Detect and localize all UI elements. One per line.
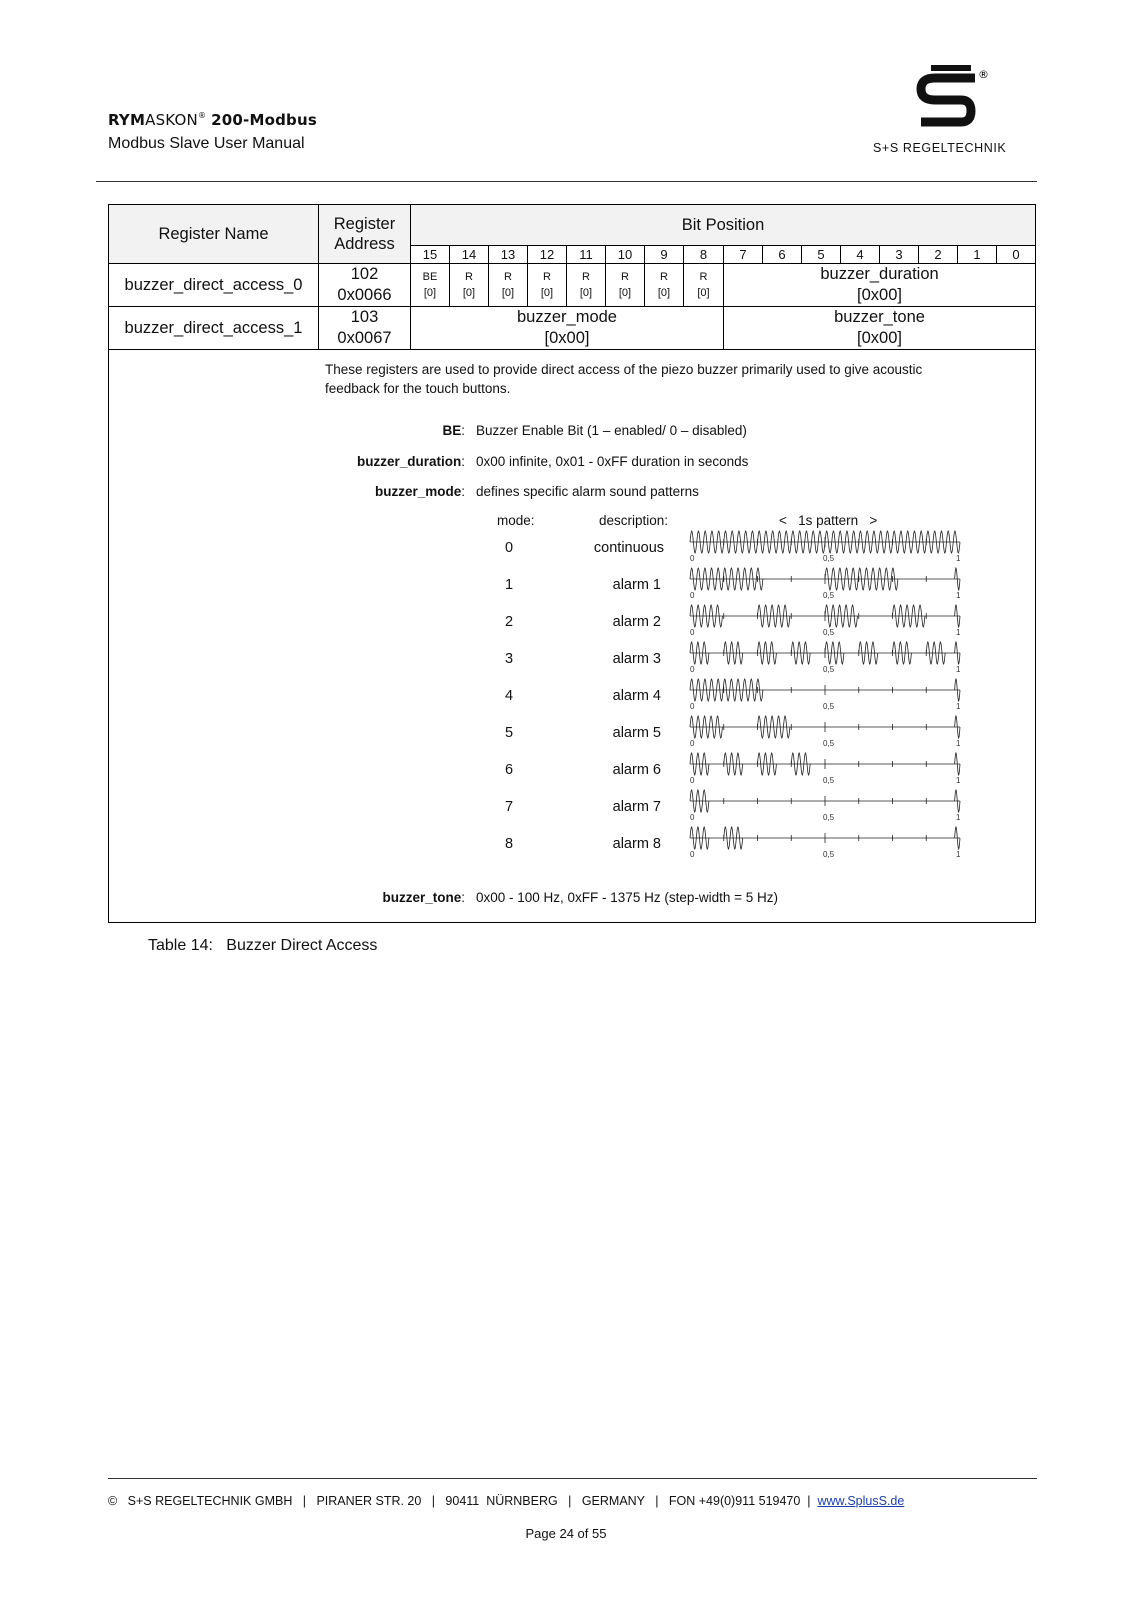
pattern-axis-label: 0,5 xyxy=(823,739,835,748)
pattern-burst xyxy=(825,642,844,664)
bit-cell: R [0] xyxy=(684,264,724,307)
pattern-burst xyxy=(791,642,810,664)
bit-cell: R [0] xyxy=(528,264,567,307)
tone-text: 0x00 - 100 Hz, 0xFF - 1375 Hz (step-width = 5 Hz) xyxy=(476,890,778,905)
mode-description: continuous xyxy=(593,540,665,556)
pattern-axis-label: 0,5 xyxy=(823,850,835,859)
bit-number: 8 xyxy=(684,246,724,264)
field-buzzer-mode: buzzer_mode [0x00] xyxy=(411,307,724,350)
bit-number: 12 xyxy=(528,246,567,264)
mode-number: 1 xyxy=(504,577,514,593)
pattern-burst xyxy=(859,642,878,664)
pattern-axis-label: 0,5 xyxy=(823,665,835,674)
pattern-alarm-8-waveform xyxy=(684,824,966,862)
bit-number: 14 xyxy=(450,246,489,264)
bit-cell: R [0] xyxy=(489,264,528,307)
mode-description: alarm 5 xyxy=(612,725,661,741)
bit-cell: R [0] xyxy=(450,264,489,307)
bit-number: 5 xyxy=(802,246,841,264)
mode-number: 5 xyxy=(504,725,514,741)
page-number: Page 24 of 55 xyxy=(525,1526,607,1541)
product-title: RYMASKON® 200-Modbus xyxy=(108,111,317,129)
table-row xyxy=(109,264,1036,307)
bit-number: 9 xyxy=(645,246,684,264)
pattern-alarm-5-waveform xyxy=(684,713,966,751)
bit-number: 2 xyxy=(919,246,958,264)
register-name: buzzer_direct_access_1 xyxy=(109,307,319,350)
logo-registered: ® xyxy=(978,68,989,81)
pattern-alarm-2-waveform xyxy=(684,602,966,640)
bit-number: 0 xyxy=(997,246,1036,264)
website-link[interactable]: www.SplusS.de xyxy=(817,1494,905,1508)
pattern-burst xyxy=(758,642,777,664)
pattern-axis-label: 0 xyxy=(690,850,695,859)
pattern-alarm-4-waveform xyxy=(684,676,966,714)
pattern-axis-label: 0 xyxy=(690,702,695,711)
bit-cell: R [0] xyxy=(645,264,684,307)
pattern-burst xyxy=(690,790,709,812)
bit-cell: R [0] xyxy=(606,264,645,307)
description-cell xyxy=(109,350,1036,923)
pattern-axis-label: 0,5 xyxy=(823,591,835,600)
pattern-axis-label: 1 xyxy=(956,591,961,600)
column-pattern: < 1s pattern > xyxy=(779,513,878,528)
pattern-burst xyxy=(724,827,743,849)
pattern-burst xyxy=(724,753,743,775)
bit-number: 10 xyxy=(606,246,645,264)
register-name: buzzer_direct_access_0 xyxy=(109,264,319,307)
pattern-axis-label: 1 xyxy=(956,739,961,748)
pattern-alarm-6-waveform xyxy=(684,750,966,788)
pattern-axis-label: 0 xyxy=(690,554,695,563)
mode-text: defines specific alarm sound patterns xyxy=(476,484,699,499)
pattern-axis-label: 0 xyxy=(690,813,695,822)
pattern-continuous-waveform xyxy=(684,528,966,566)
bit-number: 15 xyxy=(411,246,450,264)
mode-description: alarm 8 xyxy=(612,836,661,852)
pattern-axis-label: 0 xyxy=(690,665,695,674)
bit-number: 3 xyxy=(880,246,919,264)
mode-number: 8 xyxy=(504,836,514,852)
header-register-address: Register Address xyxy=(319,205,411,264)
register-address: 103 0x0067 xyxy=(319,307,411,350)
table-row xyxy=(109,307,1036,350)
bit-number: 13 xyxy=(489,246,528,264)
pattern-axis-label: 1 xyxy=(956,665,961,674)
mode-number: 6 xyxy=(504,762,514,778)
bit-number: 4 xyxy=(841,246,880,264)
pattern-axis-label: 0,5 xyxy=(823,628,835,637)
pattern-alarm-3-waveform xyxy=(684,639,966,677)
pattern-axis-label: 1 xyxy=(956,776,961,785)
pattern-burst xyxy=(690,531,960,553)
column-description: description: xyxy=(599,513,669,528)
pattern-axis-label: 1 xyxy=(956,850,961,859)
footer-address: © S+S REGELTECHNIK GMBH | PIRANER STR. 20 | 90411 NÜRNBERG | GERMANY | FON +49(0)911 519470 | www.SplusS.de xyxy=(108,1494,905,1508)
table-caption: Table 14: Buzzer Direct Access xyxy=(148,937,378,954)
pattern-axis-label: 0,5 xyxy=(823,702,835,711)
mode-description: alarm 2 xyxy=(612,614,661,630)
mode-description: alarm 4 xyxy=(612,688,661,704)
tone-label: buzzer_tone: xyxy=(382,890,465,905)
bit-number: 7 xyxy=(724,246,763,264)
field-buzzer-duration: buzzer_duration [0x00] xyxy=(724,264,1036,307)
pattern-burst xyxy=(690,827,709,849)
footer-rule xyxy=(108,1478,1037,1479)
pattern-axis-label: 0 xyxy=(690,591,695,600)
document-subtitle: Modbus Slave User Manual xyxy=(108,135,305,152)
intro-text: These registers are used to provide direct access of the piezo buzzer primarily used to give acoustic feedback for the touch buttons. xyxy=(325,362,923,396)
mode-number: 0 xyxy=(504,540,514,556)
column-mode: mode: xyxy=(497,513,535,528)
register-table xyxy=(108,204,1036,923)
pattern-axis-label: 0,5 xyxy=(823,813,835,822)
bit-number: 11 xyxy=(567,246,606,264)
ss-logo xyxy=(913,64,1013,130)
header-register-name: Register Name xyxy=(109,205,319,264)
pattern-axis-label: 1 xyxy=(956,554,961,563)
pattern-axis-label: 1 xyxy=(956,813,961,822)
mode-label: buzzer_mode: xyxy=(374,484,465,499)
mode-number: 3 xyxy=(504,651,514,667)
bit-number: 6 xyxy=(763,246,802,264)
pattern-axis-label: 0 xyxy=(690,628,695,637)
pattern-burst xyxy=(926,642,945,664)
mode-number: 2 xyxy=(504,614,514,630)
pattern-burst xyxy=(690,642,709,664)
duration-label: buzzer_duration: xyxy=(356,454,465,469)
bit-cell: R [0] xyxy=(567,264,606,307)
pattern-burst xyxy=(758,753,777,775)
pattern-alarm-7-waveform xyxy=(684,787,966,825)
pattern-axis-label: 1 xyxy=(956,628,961,637)
pattern-axis-label: 0 xyxy=(690,739,695,748)
header-bit-position: Bit Position xyxy=(411,205,1036,246)
field-buzzer-tone: buzzer_tone [0x00] xyxy=(724,307,1036,350)
mode-number: 4 xyxy=(504,688,514,704)
pattern-axis-label: 0,5 xyxy=(823,776,835,785)
pattern-axis-label: 0 xyxy=(690,776,695,785)
pattern-axis-label: 1 xyxy=(956,702,961,711)
pattern-axis-label: 0,5 xyxy=(823,554,835,563)
mode-description: alarm 6 xyxy=(612,762,661,778)
duration-text: 0x00 infinite, 0x01 - 0xFF duration in seconds xyxy=(476,454,749,469)
register-address: 102 0x0066 xyxy=(319,264,411,307)
mode-number: 7 xyxy=(504,799,514,815)
pattern-burst xyxy=(724,642,743,664)
be-label: BE: xyxy=(442,423,465,438)
brand-name: S+S REGELTECHNIK xyxy=(873,141,1007,155)
mode-description: alarm 1 xyxy=(612,577,661,593)
mode-description: alarm 7 xyxy=(612,799,661,815)
pattern-burst xyxy=(791,753,810,775)
header-rule xyxy=(96,181,1037,182)
pattern-burst xyxy=(893,642,912,664)
mode-description: alarm 3 xyxy=(612,651,661,667)
be-text: Buzzer Enable Bit (1 – enabled/ 0 – disabled) xyxy=(476,423,747,438)
bit-cell: BE [0] xyxy=(411,264,450,307)
bit-number: 1 xyxy=(958,246,997,264)
pattern-burst xyxy=(690,753,709,775)
pattern-alarm-1-waveform xyxy=(684,565,966,603)
